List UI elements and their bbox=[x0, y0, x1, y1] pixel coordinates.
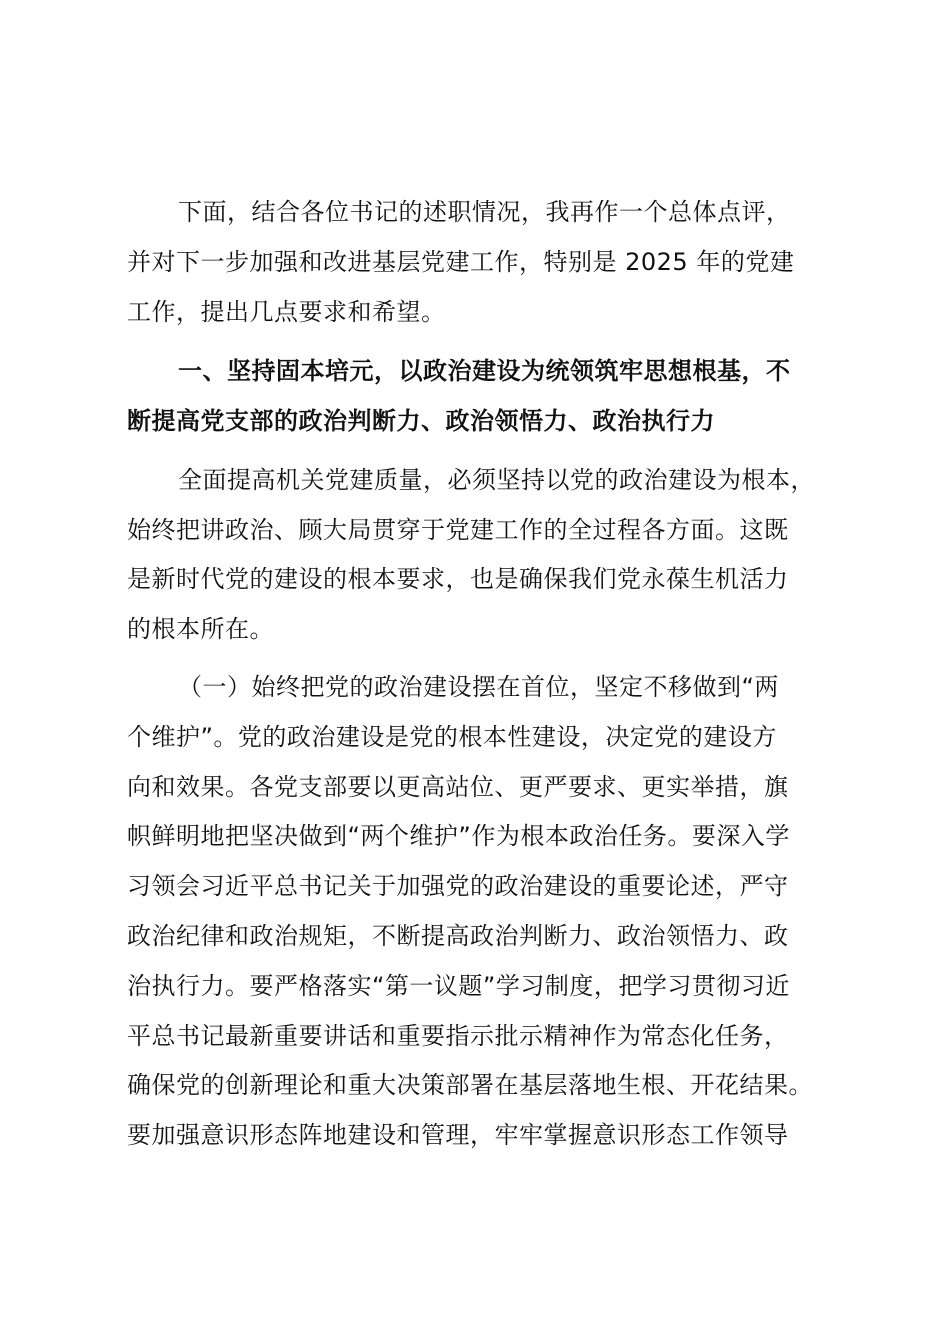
paragraph-line: 全面提高机关党建质量，必须坚持以党的政治建设为根本， bbox=[178, 466, 815, 494]
paragraph-line: 并对下一步加强和改进基层党建工作，特别是 2025 年的党建 bbox=[127, 248, 795, 276]
paragraph-line: 个维护”。党的政治建设是党的根本性建设，决定党的建设方 bbox=[127, 722, 777, 751]
paragraph-line: 要加强意识形态阵地建设和管理，牢牢掌握意识形态工作领导 bbox=[127, 1121, 789, 1150]
paragraph-line: 工作，提出几点要求和希望。 bbox=[127, 298, 446, 326]
section-heading-line: 断提高党支部的政治判断力、政治领悟力、政治执行力 bbox=[127, 407, 715, 435]
paragraph-line: 帜鲜明地把坚决做到“两个维护”作为根本政治任务。要深入学 bbox=[127, 822, 790, 851]
paragraph-line: 向和效果。各党支部要以更高站位、更严要求、更实举措，旗 bbox=[127, 772, 789, 801]
paragraph-line: 是新时代党的建设的根本要求，也是确保我们党永葆生机活力 bbox=[127, 565, 789, 593]
paragraph-line: 下面，结合各位书记的述职情况，我再作一个总体点评， bbox=[178, 198, 791, 226]
section-heading-line: 一、坚持固本培元，以政治建设为统领筑牢思想根基，不 bbox=[178, 357, 791, 385]
paragraph-line: 始终把讲政治、顾大局贯穿于党建工作的全过程各方面。这既 bbox=[127, 515, 789, 544]
paragraph-line: 政治纪律和政治规矩，不断提高政治判断力、政治领悟力、政 bbox=[127, 922, 789, 950]
paragraph-line: （一）始终把党的政治建设摆在首位，坚定不移做到“两 bbox=[178, 673, 779, 701]
paragraph-line: 治执行力。要严格落实“第一议题”学习制度，把学习贯彻习近 bbox=[127, 971, 790, 1000]
paragraph-line: 确保党的创新理论和重大决策部署在基层落地生根、开花结果。 bbox=[127, 1071, 813, 1100]
paragraph-line: 平总书记最新重要讲话和重要指示批示精神作为常态化任务， bbox=[127, 1021, 789, 1050]
paragraph-line: 的根本所在。 bbox=[127, 614, 274, 643]
paragraph-line: 习领会习近平总书记关于加强党的政治建设的重要论述，严守 bbox=[127, 872, 789, 901]
